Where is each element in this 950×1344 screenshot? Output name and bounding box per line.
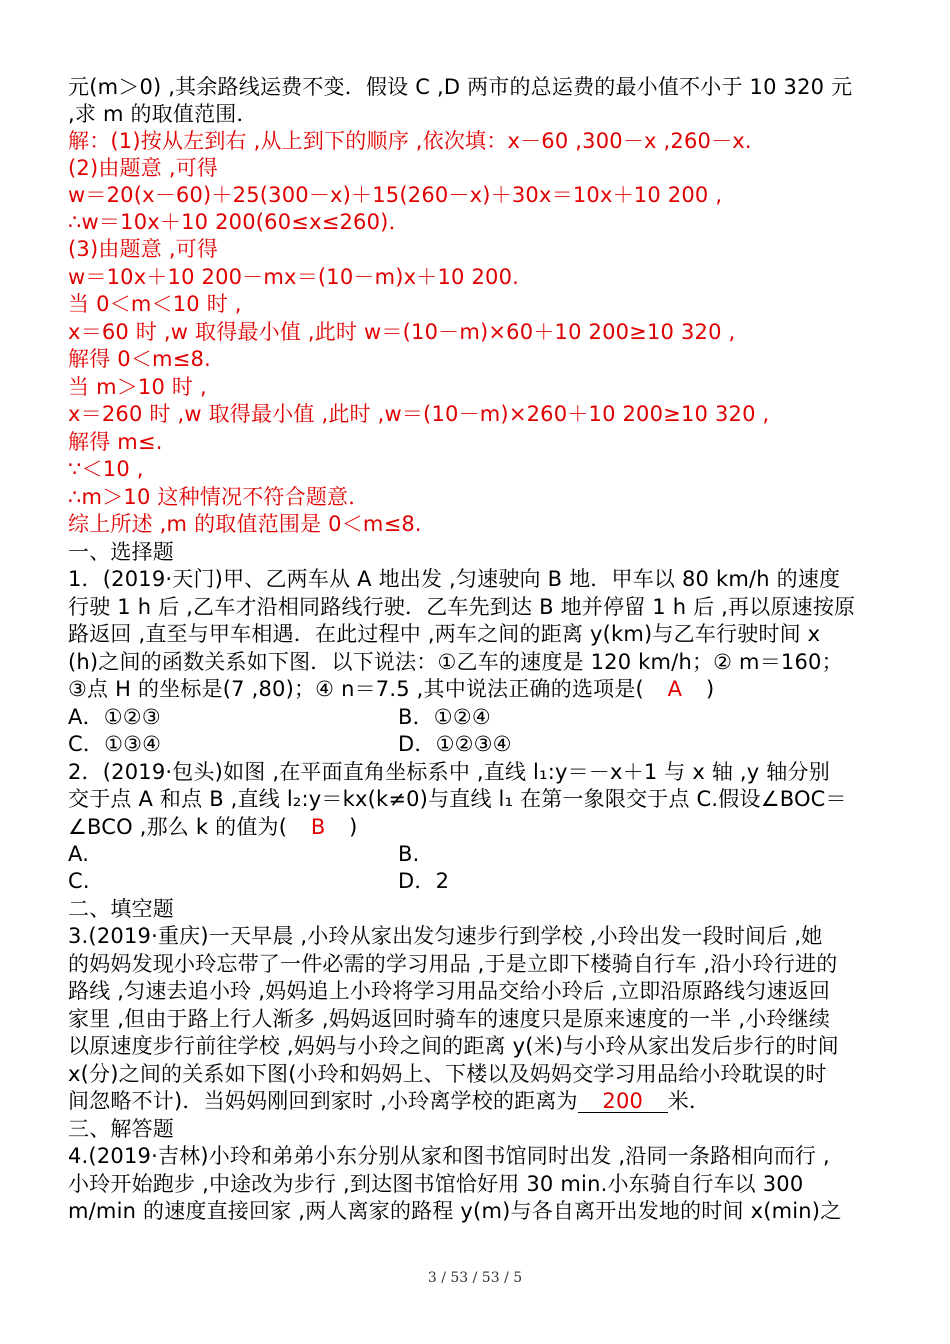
question-line: 以原速度步行前往学校 ,妈妈与小玲之间的距离 y(米)与小玲从家出发后步行的时间 — [68, 1034, 839, 1058]
question-text: ③点 H 的坐标是(7 ,80)；④ n＝7.5 ,其中说法正确的选项是( — [68, 677, 644, 701]
section-heading: 三、解答题 — [68, 1117, 174, 1141]
option-b: B. — [398, 842, 420, 866]
answer-blank: 200 — [578, 1090, 668, 1113]
solution-line: x＝60 时 ,w 取得最小值 ,此时 w＝(10－m)×60＋10 200≥10 320 , — [68, 320, 736, 344]
option-d: D．①②③④ — [398, 732, 512, 756]
option-a: A．①②③ — [68, 705, 161, 729]
question-text: ) — [705, 677, 715, 701]
question-line: 的妈妈发现小玲忘带了一件必需的学习用品 ,于是立即下楼骑自行车 ,沿小玲行进的 — [68, 952, 838, 976]
option-row — [68, 841, 884, 868]
option-c: C. — [68, 869, 90, 893]
solution-line: w＝20(x－60)＋25(300－x)＋15(260－x)＋30x＝10x＋10 200 , — [68, 183, 723, 207]
solution-line: 解得 m≤. — [68, 430, 163, 454]
intro-line: ,求 m 的取值范围． — [68, 102, 258, 126]
solution-line: 当 0＜m＜10 时 , — [68, 292, 242, 316]
solution-line: ∴w＝10x＋10 200(60≤x≤260)． — [68, 210, 410, 234]
solution-line: w＝10x＋10 200－mx＝(10－m)x＋10 200. — [68, 265, 520, 289]
question-line — [68, 676, 884, 703]
solution-line: ∵＜10 , — [68, 457, 144, 481]
question-line: 路返回 ,直至与甲车相遇．在此过程中 ,两车之间的距离 y(km)与乙车行驶时间 x — [68, 622, 821, 646]
page-footer: 3 / 53 / 53 / 5 — [427, 1270, 523, 1286]
question-line: 2．(2019·包头)如图 ,在平面直角坐标系中 ,直线 l₁:y＝－x＋1 与 x 轴 ,y 轴分别 — [68, 760, 830, 784]
question-line: m/min 的速度直接回家 ,两人离家的路程 y(m)与各自离开出发地的时间 x(min)之 — [68, 1199, 842, 1223]
solution-line: (3)由题意 ,可得 — [68, 237, 219, 261]
question-line — [68, 1088, 884, 1115]
solution-line: 综上所述 ,m 的取值范围是 0＜m≤8. — [68, 512, 422, 536]
question-line: 交于点 A 和点 B ,直线 l₂:y＝kx(k≠0)与直线 l₁ 在第一象限交于点 C.假设∠BOC＝ — [68, 787, 847, 811]
question-line: 3.(2019·重庆)一天早晨 ,小玲从家出发匀速步行到学校 ,小玲出发一段时间后 ,她 — [68, 924, 823, 948]
solution-line: 解得 0＜m≤8. — [68, 347, 211, 371]
option-row — [68, 731, 884, 758]
solution-line: (2)由题意 ,可得 — [68, 156, 219, 180]
option-d: D．2 — [398, 869, 450, 893]
question-text: 间忽略不计)．当妈妈刚回到家时 ,小玲离学校的距离为 — [68, 1089, 578, 1113]
option-row — [68, 868, 884, 895]
question-line: 路线 ,匀速去追小玲 ,妈妈追上小玲将学习用品交给小玲后 ,立即沿原路线匀速返回 — [68, 979, 831, 1003]
question-text: 米． — [667, 1089, 711, 1113]
question-text: ) — [349, 815, 358, 839]
question-text: ∠BCO ,那么 k 的值为( — [68, 815, 288, 839]
question-line: 小玲开始跑步 ,中途改为步行 ,到达图书馆恰好用 30 min.小东骑自行车以 300 — [68, 1172, 804, 1196]
intro-line: 元(m＞0) ,其余路线运费不变．假设 C ,D 两市的总运费的最小值不小于 10 320 元 — [68, 75, 853, 99]
solution-line: 当 m＞10 时 , — [68, 375, 207, 399]
question-line: 4.(2019·吉林)小玲和弟弟小东分别从家和图书馆同时出发 ,沿同一条路相向而行 , — [68, 1144, 830, 1168]
answer-choice: A — [667, 677, 683, 701]
answer-choice: B — [310, 815, 326, 839]
section-heading: 一、选择题 — [68, 540, 174, 564]
solution-line: x＝260 时 ,w 取得最小值 ,此时 ,w＝(10－m)×260＋10 200≥10 320 , — [68, 402, 770, 426]
question-line: 家里 ,但由于路上行人渐多 ,妈妈返回时骑车的速度只是原来速度的一半 ,小玲继续 — [68, 1007, 831, 1031]
question-line — [68, 814, 884, 841]
section-heading: 二、填空题 — [68, 897, 174, 921]
question-line: 行驶 1 h 后 ,乙车才沿相同路线行驶．乙车先到达 B 地并停留 1 h 后 ,再以原速按原 — [68, 595, 856, 619]
question-line: 1．(2019·天门)甲、乙两车从 A 地出发 ,匀速驶向 B 地．甲车以 80 km/h 的速度 — [68, 567, 841, 591]
option-b: B．①②④ — [398, 705, 491, 729]
option-a: A. — [68, 842, 90, 866]
question-line: x(分)之间的关系如下图(小玲和妈妈上、下楼以及妈妈交学习用品给小玲耽误的时 — [68, 1062, 827, 1086]
option-row — [68, 704, 884, 731]
question-line: (h)之间的函数关系如下图．以下说法：①乙车的速度是 120 km/h；② m＝160； — [68, 650, 843, 674]
solution-line: 解：(1)按从左到右 ,从上到下的顺序 ,依次填：x－60 ,300－x ,260－x. — [68, 129, 752, 153]
solution-line: ∴m＞10 这种情况不符合题意． — [68, 485, 370, 509]
option-c: C．①③④ — [68, 732, 162, 756]
